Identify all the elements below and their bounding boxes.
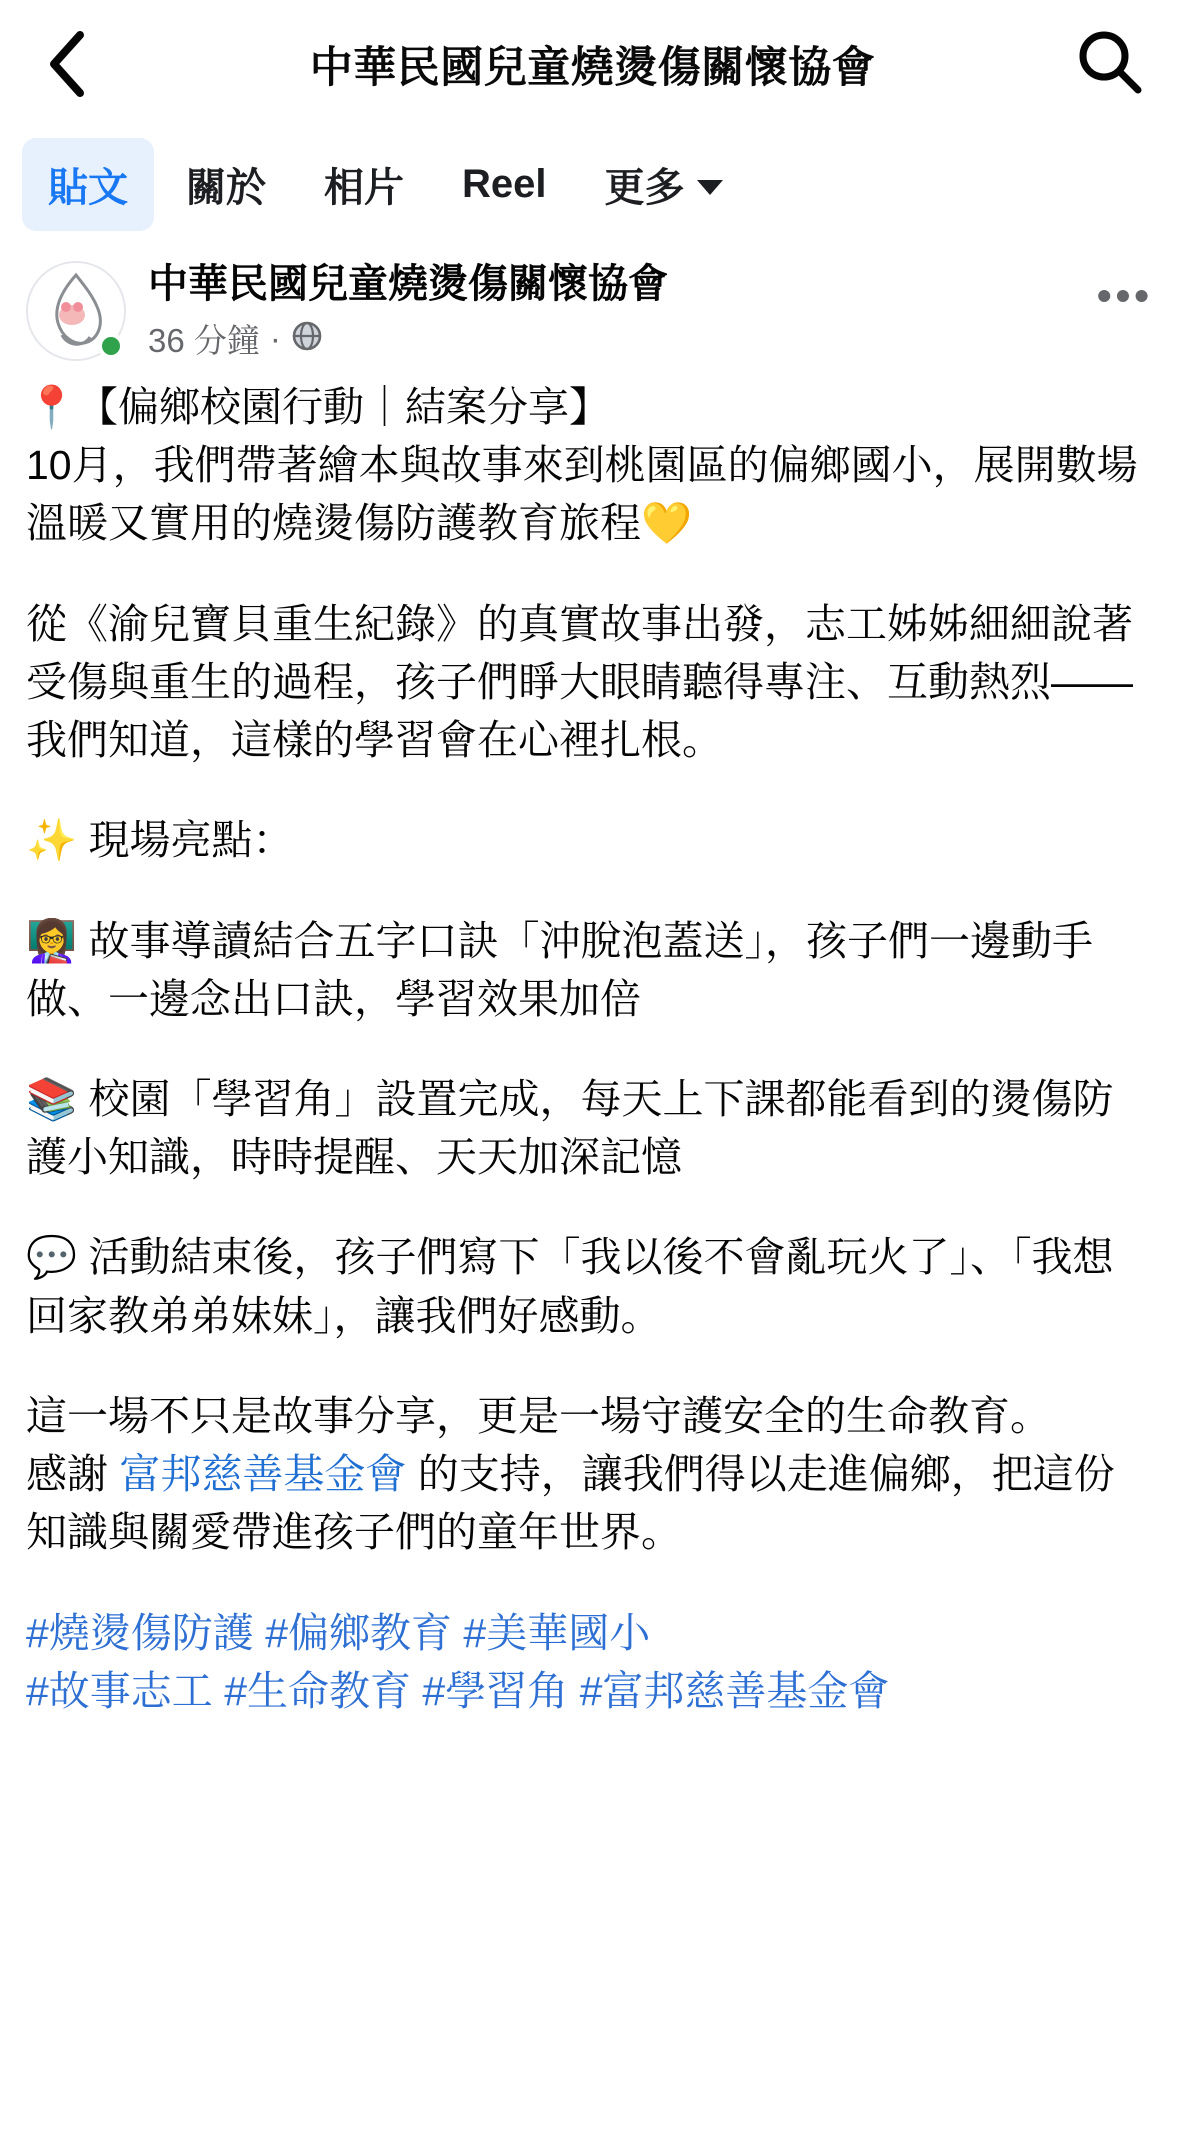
- mention-prefix: 感謝: [26, 1451, 120, 1498]
- tab-about[interactable]: [160, 138, 292, 231]
- post-spacer: [26, 1562, 1153, 1604]
- page-tabs: [0, 128, 1179, 249]
- post-line: 📍【偏鄉校園行動｜結案分享】: [26, 384, 611, 430]
- post-line: 💬 活動結束後，孩子們寫下「我以後不會亂玩火了」、「我想回家教弟弟妹妹」，讓我們好感動。: [26, 1234, 1114, 1339]
- top-navigation-bar: [0, 0, 1179, 128]
- post-author-name[interactable]: 中華民國兒童燒燙傷關懷協會: [148, 262, 668, 306]
- tab-photos-label: 相片: [324, 166, 404, 210]
- hashtag-line[interactable]: #故事志工 #生命教育 #學習角 #富邦慈善基金會: [26, 1667, 890, 1714]
- avatar[interactable]: [26, 261, 126, 361]
- page-title: 中華民國兒童燒燙傷關懷協會: [309, 43, 876, 92]
- post-line: 從《渝兒寶貝重生紀錄》的真實故事出發，志工姊姊細細說著受傷與重生的過程，孩子們睜大眼睛聽得專注、互動熱烈——: [26, 600, 1133, 705]
- post-line: 👩‍🏫 故事導讀結合五字口訣「沖脫泡蓋送」，孩子們一邊動手做、一邊念出口訣，學習效果加倍: [26, 917, 1093, 1022]
- post-spacer: [26, 1186, 1153, 1228]
- post-content: [0, 362, 1179, 1720]
- post-spacer: [26, 1028, 1153, 1070]
- tab-posts[interactable]: [22, 138, 154, 231]
- post-options-button[interactable]: •••: [1096, 272, 1153, 319]
- tab-reels[interactable]: [436, 144, 573, 225]
- post-spacer: [26, 553, 1153, 595]
- mention-link[interactable]: 富邦慈善基金會: [119, 1451, 407, 1498]
- tab-more[interactable]: [579, 138, 749, 231]
- post-header: [0, 249, 1179, 362]
- post-line: ✨ 現場亮點：: [26, 817, 294, 864]
- globe-icon[interactable]: [291, 320, 323, 357]
- search-icon: [1076, 28, 1144, 101]
- tab-about-label: 關於: [186, 166, 266, 210]
- back-button[interactable]: [34, 31, 100, 97]
- post-line: 10月，我們帶著繪本與故事來到桃園區的偏鄉國小，展開數場溫暖又實用的燒燙傷防護教育旅程💛: [26, 442, 1138, 547]
- tab-more-label: 更多: [604, 166, 685, 210]
- post-line: 我們知道，這樣的學習會在心裡扎根。: [26, 717, 723, 764]
- post-timestamp[interactable]: 36 分鐘: [148, 322, 260, 359]
- post-spacer: [26, 1345, 1153, 1387]
- tab-reels-label: Reel: [462, 162, 547, 206]
- mention-suffix: 的支持，讓我們得以走進偏鄉，把這份知識與關愛帶進孩子們的童年世界。: [26, 1451, 1115, 1556]
- online-status-badge: [98, 333, 124, 359]
- chevron-down-icon: [697, 180, 723, 195]
- chevron-left-icon: [44, 29, 90, 99]
- post-spacer: [26, 870, 1153, 912]
- post-meta: [148, 315, 1153, 362]
- post-line: 這一場不只是故事分享，更是一場守護安全的生命教育。: [26, 1392, 1051, 1439]
- tab-posts-label: 貼文: [48, 166, 128, 210]
- post-author-block: [148, 257, 1153, 362]
- post-line-with-mention: [26, 1445, 1153, 1561]
- post-line: 📚 校園「學習角」設置完成，每天上下課都能看到的燙傷防護小知識，時時提醒、天天加深記憶: [26, 1075, 1114, 1181]
- post-spacer: [26, 769, 1153, 811]
- meta-separator: ·: [269, 319, 281, 357]
- hashtag-line[interactable]: #燒燙傷防護 #偏鄉教育 #美華國小: [26, 1609, 651, 1656]
- tab-photos[interactable]: [298, 138, 430, 231]
- search-button[interactable]: [1075, 29, 1145, 99]
